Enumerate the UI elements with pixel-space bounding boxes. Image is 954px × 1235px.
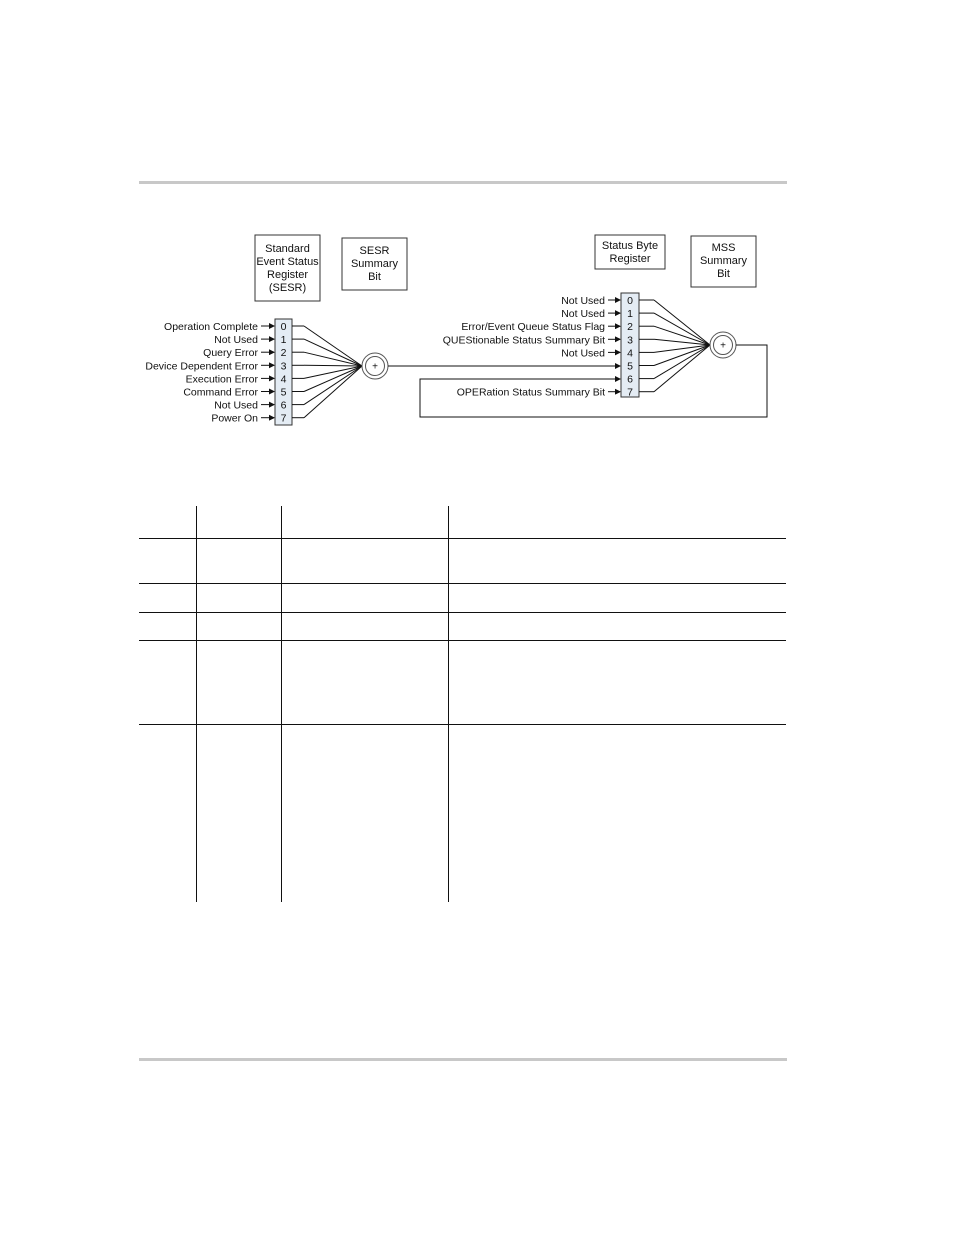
sesr-bit-1: 1 [280,334,287,347]
footer-rule [139,1058,787,1061]
sbr-label-1: Not Used [561,308,605,321]
sbr-label-2: Error/Event Queue Status Flag [461,321,605,334]
sbr-bit-2: 2 [627,321,633,334]
sesr-summary-line-1: SESR [359,245,390,257]
mss-summary-line-3: Bit [717,268,730,280]
status-byte-line-2: Register [609,253,651,265]
sbr-bit-0: 0 [627,295,633,307]
sesr-label-6: Not Used [214,399,258,412]
sesr-box-line-1: Standard [265,243,310,255]
mss-or-symbol: + [720,340,726,352]
sesr-bit-3: 3 [280,360,287,373]
sbr-label-4: Not Used [561,347,605,360]
sesr-bit-7: 7 [280,412,287,425]
sbr-bit-4: 4 [627,347,633,360]
sbr-bit-6: 6 [627,373,633,386]
sesr-box-line-2: Event Status [256,256,319,268]
status-byte-line-1: Status Byte [601,240,659,252]
sbr-bit-1: 1 [627,308,633,321]
sbr-bit-5: 5 [627,360,633,373]
mss-summary-line-2: Summary [699,255,748,267]
sesr-label-0: Operation Complete [164,321,258,333]
sbr-label-7: OPERation Status Summary Bit [456,386,605,399]
sesr-label-3: Device Dependent Error [145,360,258,373]
sesr-label-7: Power On [211,412,258,425]
sesr-summary-line-3: Bit [368,271,381,283]
sesr-box-line-3: Register [267,269,308,281]
sbr-label-0: Not Used [561,295,605,307]
sesr-summary-line-2: Summary [350,258,399,270]
sesr-box-line-4: (SESR) [268,282,307,294]
sesr-or-symbol: + [372,361,378,373]
sbr-bit-3: 3 [627,334,633,347]
sbr-label-3: QUEStionable Status Summary Bit [442,334,605,347]
mss-summary-line-1: MSS [711,242,736,254]
sesr-bit-6: 6 [280,399,287,412]
sesr-bit-5: 5 [280,386,287,399]
sesr-label-5: Command Error [183,386,258,399]
sesr-bit-4: 4 [280,373,287,386]
sbr-bit-7: 7 [627,386,633,399]
sesr-label-4: Execution Error [185,373,258,386]
sesr-label-2: Query Error [203,347,258,360]
sesr-bit-2: 2 [280,347,287,360]
sesr-bit-0: 0 [280,321,287,333]
sesr-label-1: Not Used [214,334,258,347]
